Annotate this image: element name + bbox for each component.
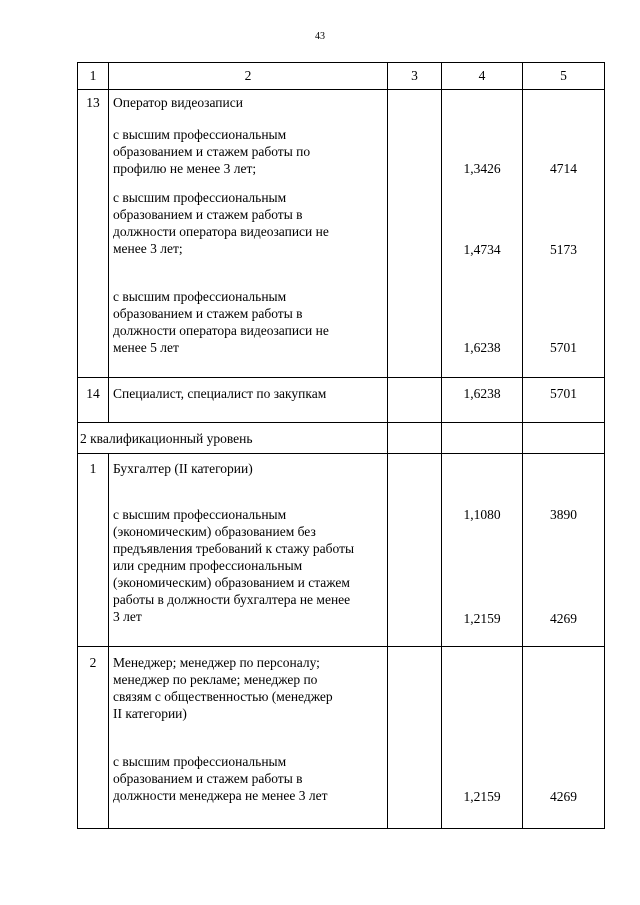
header-cell-3: 3 xyxy=(411,68,418,83)
requirement-line: образованием и стажем работы в xyxy=(113,207,303,222)
table-rule xyxy=(77,646,605,647)
table-rule xyxy=(387,62,388,829)
coefficient-value: 1,6238 xyxy=(463,386,501,401)
table-rule xyxy=(77,453,605,454)
row-number: 2 xyxy=(89,655,97,670)
requirement-line: образованием и стажем работы в xyxy=(113,771,303,786)
position-title: Бухгалтер (II категории) xyxy=(113,461,253,476)
position-title: менеджер по рекламе; менеджер по xyxy=(113,672,318,687)
position-title: связям с общественностью (менеджер xyxy=(113,689,333,704)
salary-value: 4269 xyxy=(550,611,577,626)
coefficient-value: 1,6238 xyxy=(463,340,501,355)
coefficient-value: 1,2159 xyxy=(463,611,501,626)
requirement-line: должности менеджера не менее 3 лет xyxy=(113,788,328,803)
table-rule xyxy=(77,377,605,378)
section-heading: 2 квалификационный уровень xyxy=(80,431,253,446)
requirement-line: менее 3 лет; xyxy=(113,241,183,256)
salary-value: 5173 xyxy=(550,242,577,257)
requirement-line: с высшим профессиональным xyxy=(113,754,287,769)
row-number: 1 xyxy=(89,461,97,476)
salary-value: 5701 xyxy=(550,386,577,401)
header-cell-1: 1 xyxy=(89,68,97,83)
coefficient-value: 1,4734 xyxy=(463,242,501,257)
position-title: Оператор видеозаписи xyxy=(113,95,243,110)
requirement-line: с высшим профессиональным xyxy=(113,190,287,205)
header-cell-5: 5 xyxy=(560,68,567,83)
requirement-line: предъявления требований к стажу работы xyxy=(113,541,355,556)
position-title: Специалист, специалист по закупкам xyxy=(113,386,327,401)
table-rule xyxy=(77,422,605,423)
table-rule xyxy=(522,62,523,829)
requirement-line: (экономическим) образованием без xyxy=(113,524,316,539)
header-cell-2: 2 xyxy=(244,68,252,83)
header-cell-4: 4 xyxy=(478,68,486,83)
salary-value: 4714 xyxy=(550,161,577,176)
table-rule xyxy=(77,62,605,63)
salary-value: 4269 xyxy=(550,789,577,804)
table-rule xyxy=(77,828,605,829)
table-rule xyxy=(108,62,109,422)
requirement-line: работы в должности бухгалтера не менее xyxy=(113,592,351,607)
row-number: 13 xyxy=(86,95,100,110)
requirement-line: с высшим профессиональным xyxy=(113,507,287,522)
requirement-line: профилю не менее 3 лет; xyxy=(113,161,257,176)
requirement-line: или средним профессиональным xyxy=(113,558,303,573)
table-rule xyxy=(77,89,605,90)
coefficient-value: 1,2159 xyxy=(463,789,501,804)
coefficient-value: 1,1080 xyxy=(463,507,501,522)
requirement-line: образованием и стажем работы в xyxy=(113,306,303,321)
table-rule xyxy=(441,62,442,829)
table-rule xyxy=(77,62,78,829)
page-number: 43 xyxy=(315,31,325,42)
requirement-line: с высшим профессиональным xyxy=(113,289,287,304)
requirement-line: менее 5 лет xyxy=(113,340,179,355)
table-rule xyxy=(108,453,109,829)
requirement-line: 3 лет xyxy=(113,609,142,624)
requirement-line: (экономическим) образованием и стажем xyxy=(113,575,350,590)
requirement-line: должности оператора видеозаписи не xyxy=(113,323,329,338)
requirement-line: должности оператора видеозаписи не xyxy=(113,224,329,239)
salary-value: 5701 xyxy=(550,340,577,355)
row-number: 14 xyxy=(86,386,100,401)
position-title: II категории) xyxy=(113,706,187,721)
requirement-line: образованием и стажем работы по xyxy=(113,144,311,159)
table-rule xyxy=(604,62,605,829)
position-title: Менеджер; менеджер по персоналу; xyxy=(113,655,320,670)
coefficient-value: 1,3426 xyxy=(463,161,501,176)
salary-value: 3890 xyxy=(550,507,577,522)
requirement-line: с высшим профессиональным xyxy=(113,127,287,142)
